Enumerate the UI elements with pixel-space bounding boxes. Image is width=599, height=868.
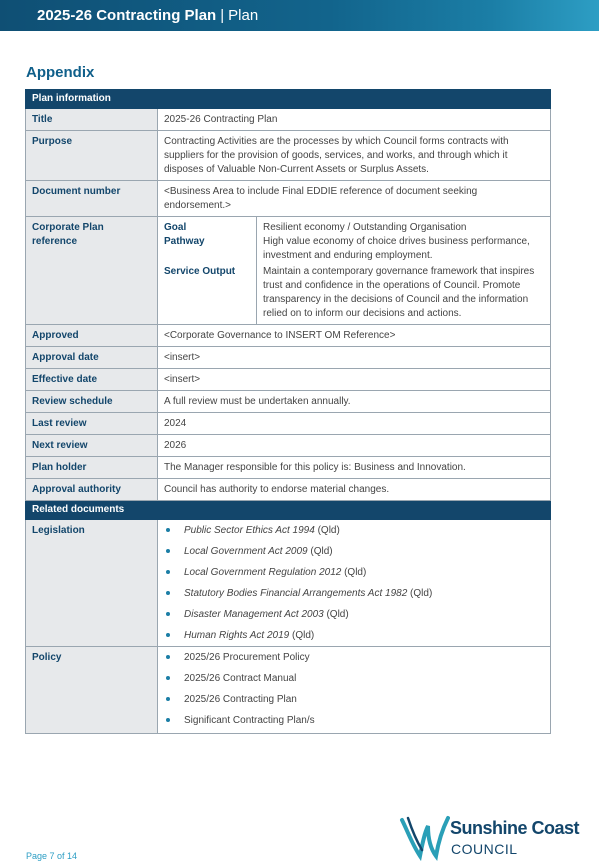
logo-subtitle: COUNCIL bbox=[451, 841, 518, 857]
service-output-value: Maintain a contemporary governance framework that inspires trust and confidence in the operations of Council. Promote transparency in the decisions of Council and the information relied on to inform our decisions and actions. bbox=[263, 266, 535, 319]
table-row bbox=[26, 435, 551, 457]
row-value-policy bbox=[158, 647, 551, 734]
header-banner bbox=[0, 0, 599, 31]
row-label-corporate-plan: Corporate Plan reference bbox=[26, 217, 158, 325]
table-row bbox=[26, 347, 551, 369]
row-value-last-review: 2024 bbox=[158, 413, 551, 435]
wave-icon bbox=[398, 810, 450, 862]
row-value-corporate-plan bbox=[158, 217, 551, 325]
row-label-plan-holder: Plan holder bbox=[26, 457, 158, 479]
list-item: Human Rights Act 2019 (Qld) bbox=[164, 625, 544, 646]
table-row bbox=[26, 369, 551, 391]
table-row bbox=[26, 479, 551, 501]
list-item: 2025/26 Contract Manual bbox=[164, 668, 544, 689]
goal-value: Resilient economy / Outstanding Organisation bbox=[263, 222, 467, 233]
list-item: 2025/26 Procurement Policy bbox=[164, 647, 544, 668]
plan-information-heading: Plan information bbox=[26, 90, 551, 109]
row-value-approved: <Corporate Governance to INSERT OM Reference> bbox=[158, 325, 551, 347]
list-item: Significant Contracting Plan/s bbox=[164, 710, 544, 731]
row-label-approved: Approved bbox=[26, 325, 158, 347]
table-row bbox=[26, 217, 551, 325]
row-value-title: 2025-26 Contracting Plan bbox=[158, 109, 551, 131]
corporate-plan-values bbox=[257, 221, 544, 321]
table-row bbox=[26, 457, 551, 479]
row-value-purpose: Contracting Activities are the processes by which Council forms contracts with suppliers for the provision of goods, services, and works, and through which it disposes of Valuable Non-Current Assets or Surplus Assets. bbox=[158, 131, 551, 181]
table-row bbox=[26, 325, 551, 347]
table-row bbox=[26, 181, 551, 217]
row-label-policy: Policy bbox=[26, 647, 158, 734]
row-label-last-review: Last review bbox=[26, 413, 158, 435]
logo-name: Sunshine Coast bbox=[450, 818, 580, 838]
council-logo bbox=[398, 808, 598, 864]
row-label-legislation: Legislation bbox=[26, 520, 158, 647]
corporate-plan-labels bbox=[164, 217, 257, 324]
corporate-plan-grid bbox=[164, 221, 544, 321]
row-value-legislation bbox=[158, 520, 551, 647]
table-row bbox=[26, 109, 551, 131]
plan-information-table bbox=[25, 89, 551, 734]
list-item: Public Sector Ethics Act 1994 (Qld) bbox=[164, 520, 544, 541]
goal-label: Goal bbox=[164, 222, 187, 233]
row-label-effective-date: Effective date bbox=[26, 369, 158, 391]
row-label-approval-authority: Approval authority bbox=[26, 479, 158, 501]
list-item: Local Government Act 2009 (Qld) bbox=[164, 541, 544, 562]
list-item: Disaster Management Act 2003 (Qld) bbox=[164, 604, 544, 625]
row-label-next-review: Next review bbox=[26, 435, 158, 457]
service-output-label: Service Output bbox=[164, 266, 236, 277]
row-value-approval-date: <insert> bbox=[158, 347, 551, 369]
table-heading-row bbox=[26, 90, 551, 109]
row-label-purpose: Purpose bbox=[26, 131, 158, 181]
table-row bbox=[26, 391, 551, 413]
related-documents-heading: Related documents bbox=[26, 501, 551, 520]
row-value-approval-authority: Council has authority to endorse material changes. bbox=[158, 479, 551, 501]
row-value-effective-date: <insert> bbox=[158, 369, 551, 391]
row-value-document-number: <Business Area to include Final EDDIE reference of document seeking endorsement.> bbox=[158, 181, 551, 217]
table-row bbox=[26, 520, 551, 647]
document-title bbox=[37, 7, 258, 24]
table-row bbox=[26, 413, 551, 435]
list-item: 2025/26 Contracting Plan bbox=[164, 689, 544, 710]
table-heading-row bbox=[26, 501, 551, 520]
row-value-next-review: 2026 bbox=[158, 435, 551, 457]
list-item: Statutory Bodies Financial Arrangements Act 1982 (Qld) bbox=[164, 583, 544, 604]
row-value-review-schedule: A full review must be undertaken annually. bbox=[158, 391, 551, 413]
legislation-list bbox=[164, 520, 544, 646]
page-number: Page 7 of 14 bbox=[26, 851, 78, 861]
table-row bbox=[26, 647, 551, 734]
row-label-approval-date: Approval date bbox=[26, 347, 158, 369]
table-row bbox=[26, 131, 551, 181]
row-label-review-schedule: Review schedule bbox=[26, 391, 158, 413]
title-separator: | bbox=[220, 7, 225, 24]
section-title: Appendix bbox=[26, 64, 95, 81]
document-title-bold: 2025-26 Contracting Plan bbox=[37, 7, 217, 24]
pathway-value: High value economy of choice drives business performance, investment and enduring employment. bbox=[263, 236, 530, 261]
pathway-label: Pathway bbox=[164, 236, 205, 247]
document-title-light: Plan bbox=[228, 7, 259, 24]
list-item: Local Government Regulation 2012 (Qld) bbox=[164, 562, 544, 583]
row-label-title: Title bbox=[26, 109, 158, 131]
row-label-document-number: Document number bbox=[26, 181, 158, 217]
row-value-plan-holder: The Manager responsible for this policy is: Business and Innovation. bbox=[158, 457, 551, 479]
policy-list bbox=[164, 647, 544, 731]
